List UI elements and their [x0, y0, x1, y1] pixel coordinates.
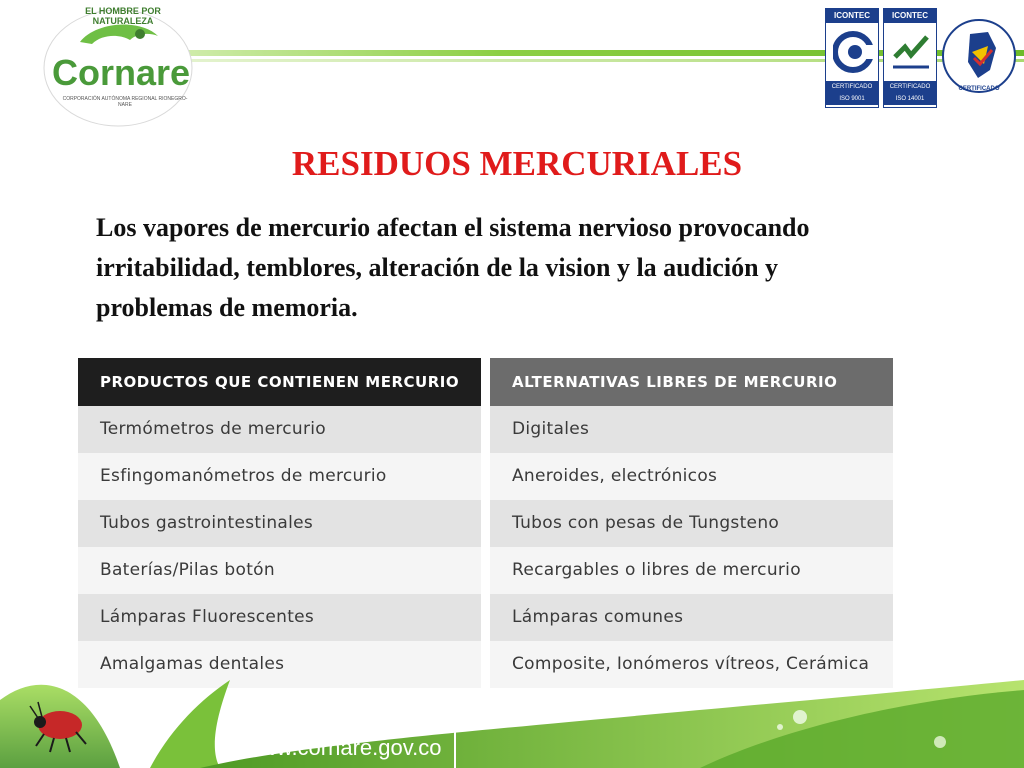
- description-paragraph: Los vapores de mercurio afectan el sistema nervioso provocando irritabilidad, temblores, alteración de la vision y la audición y problemas de memoria.: [96, 213, 810, 322]
- table-row: Esfingomanómetros de mercurio: [78, 453, 481, 500]
- certificate-iso-9001: ICONTEC CERTIFICADO ISO 9001: [825, 8, 879, 108]
- table-row: Tubos gastrointestinales: [78, 500, 481, 547]
- icontec-c-icon: [833, 27, 873, 77]
- table-row: Recargables o libres de mercurio: [490, 547, 893, 594]
- logo-arc-text: EL HOMBRE POR NATURALEZA: [85, 6, 161, 26]
- products-with-mercury-table: [78, 358, 481, 688]
- cornare-logo: [40, 4, 200, 129]
- table-row: Amalgamas dentales: [78, 641, 481, 688]
- table-header: ALTERNATIVAS LIBRES DE MERCURIO: [490, 358, 893, 406]
- table-row: Lámparas Fluorescentes: [78, 594, 481, 641]
- footer-grass-decoration: [0, 640, 1024, 768]
- mercury-free-alternatives-table: [490, 358, 893, 688]
- table-row: Tubos con pesas de Tungsteno: [490, 500, 893, 547]
- table-row: Digitales: [490, 406, 893, 453]
- slide-title: RESIDUOS MERCURIALES: [291, 144, 743, 183]
- table-row: Aneroides, electrónicos: [490, 453, 893, 500]
- footer-url: www.cornare.gov.co: [245, 735, 442, 760]
- logo-subtext: CORPORACIÓN AUTÓNOMA REGIONAL RIONEGRO-NARE: [62, 96, 188, 108]
- certificate-iso-14001: ICONTEC CERTIFICADO ISO 14001: [883, 8, 937, 108]
- icontec-check-icon: [891, 27, 931, 77]
- table-row: Lámparas comunes: [490, 594, 893, 641]
- badge-label: CERTIFICADO: [958, 86, 1000, 92]
- table-row: Baterías/Pilas botón: [78, 547, 481, 594]
- logo-name: Cornare: [52, 52, 191, 93]
- table-row: Composite, Ionómeros vítreos, Cerámica: [490, 641, 893, 688]
- table-header: PRODUCTOS QUE CONTIENEN MERCURIO: [78, 358, 481, 406]
- table-row: Termómetros de mercurio: [78, 406, 481, 453]
- colombia-certificate-badge: [940, 12, 1018, 104]
